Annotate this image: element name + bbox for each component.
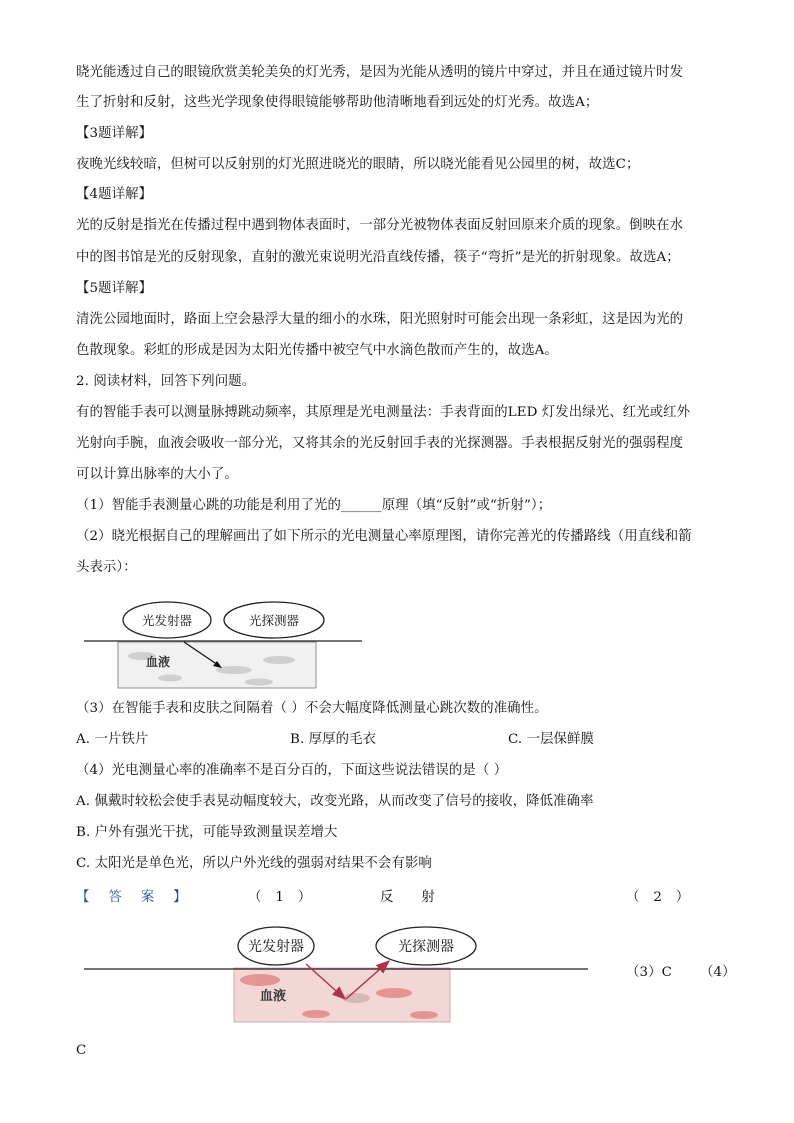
- text-line: 头表示）：: [76, 560, 137, 575]
- text-line: 有的智能手表可以测量脉搏跳动频率，其原理是光电测量法：手表背面的LED 灯发出绿光、红光或红外: [76, 405, 691, 420]
- answer-part-1-value: 反射: [380, 890, 463, 905]
- text-line: 光的反射是指光在传播过程中遇到物体表面时，一部分光被物体表面反射回原来介质的现象。倒映在水: [76, 218, 684, 233]
- option-b: B. 厚厚的毛衣: [290, 732, 377, 747]
- answer-part-2-number: （2）: [626, 890, 704, 905]
- subquestion-2: （2）晓光根据自己的理解画出了如下所示的光电测量心率原理图，请你完善光的传播路线（用直线和箭: [76, 529, 692, 544]
- section-heading: 【5题详解】: [76, 281, 153, 296]
- subquestion-1: （1）智能手表测量心跳的功能是利用了光的______原理（填“反射”或“折射”）；: [76, 498, 552, 513]
- text-line: 可以计算出脉率的大小了。: [76, 467, 238, 482]
- answer-part-4-number: （4）: [700, 965, 736, 980]
- answer-part-4-value: C: [76, 1043, 87, 1058]
- question-title: 2. 阅读材料，回答下列问题。: [76, 374, 256, 389]
- detector-label: 光探测器: [248, 613, 300, 628]
- detector-label: 光探测器: [398, 939, 454, 955]
- option-c: C. 一层保鲜膜: [508, 732, 595, 747]
- option-a: A. 佩戴时较松会使手表晃动幅度较大，改变光路，从而改变了信号的接收，降低准确率: [76, 794, 594, 809]
- blood-label: 血液: [260, 989, 287, 1004]
- subquestion-4: （4）光电测量心率的准确率不是百分百的，下面这些说法错误的是（ ）: [76, 763, 508, 778]
- answer-label: 【答案】: [76, 890, 206, 905]
- emitter-label: 光发射器: [248, 939, 304, 955]
- text-line: 色散现象。彩虹的形成是因为太阳光传播中被空气中水滴色散而产生的，故选A。: [76, 343, 558, 358]
- text-line: 晓光能透过自己的眼镜欣赏美轮美奂的灯光秀，是因为光能从透明的镜片中穿过，并且在通过镜片时发: [76, 65, 684, 80]
- text-line: 生了折射和反射，这些光学现象使得眼镜能够帮助他清晰地看到远处的灯光秀。故选A；: [76, 95, 599, 110]
- text-line: 光射向手腕，血液会吸收一部分光，又将其余的光反射回手表的光探测器。手表根据反射光的强弱程度: [76, 436, 684, 451]
- option-a: A. 一片铁片: [76, 732, 149, 747]
- text-line: 中的图书馆是光的反射现象，直射的激光束说明光沿直线传播，筷子“弯折”是光的折射现象。故选A；: [76, 250, 680, 265]
- text-line: 清洗公园地面时，路面上空会悬浮大量的细小的水珠，阳光照射时可能会出现一条彩虹，这是因为光的: [76, 312, 684, 327]
- text-line: 夜晚光线较暗，但树可以反射别的灯光照进晓光的眼睛，所以晓光能看见公园里的树，故选C；: [76, 157, 640, 172]
- answer-row: [76, 886, 716, 906]
- answer-part-1-number: （1）: [248, 890, 326, 905]
- figure-principle-incomplete: [84, 598, 374, 698]
- option-c: C. 太阳光是单色光，所以户外光线的强弱对结果不会有影响: [76, 856, 432, 871]
- section-heading: 【3题详解】: [76, 126, 153, 141]
- figure-principle-answer: [84, 920, 596, 1028]
- option-b: B. 户外有强光干扰，可能导致测量误差增大: [76, 825, 338, 840]
- blood-label: 血液: [146, 655, 171, 669]
- subquestion-3: （3）在智能手表和皮肤之间隔着（ ）不会大幅度降低测量心跳次数的准确性。: [76, 701, 548, 716]
- emitter-label: 光发射器: [141, 613, 193, 628]
- section-heading: 【4题详解】: [76, 187, 153, 202]
- answer-part-3: （3）C: [626, 965, 672, 980]
